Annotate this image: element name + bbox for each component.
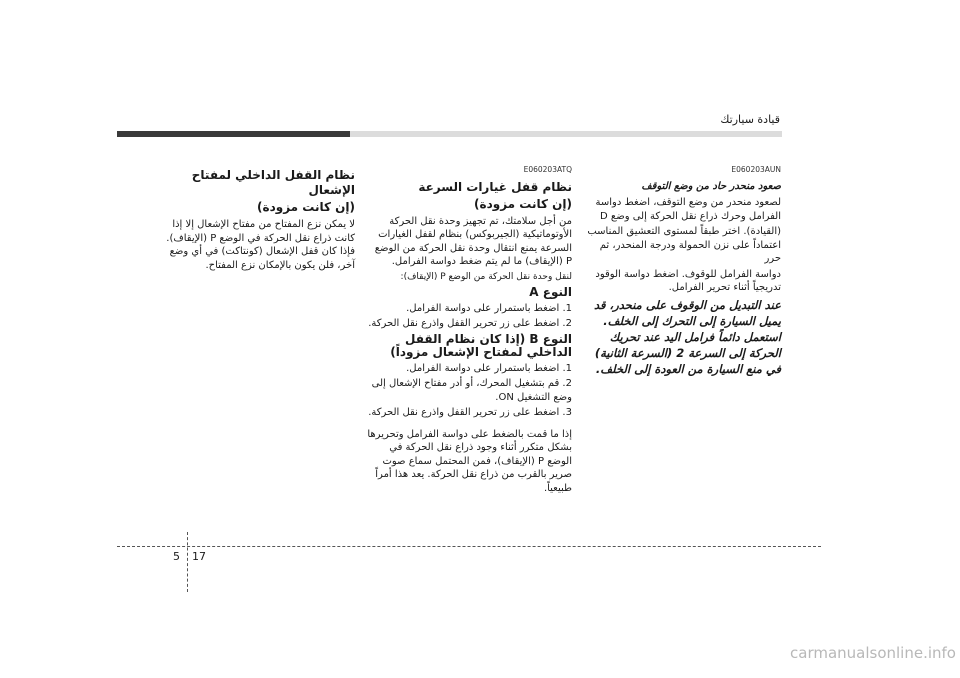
type-b-heading: النوع B (إذا كان نظام القفل الداخلي لمفتاح الإشعال مزوداً) — [390, 331, 572, 359]
page-number: 17 — [192, 550, 206, 563]
list-item: 1. اضغط باستمرار على دواسة الفرامل. — [406, 362, 572, 374]
footer-vertical-divider — [187, 532, 188, 592]
paragraph: دواسة الفرامل للوقوف. اضغط دواسة الوقود تدريجياً أثناء تحرير الفرامل. — [595, 268, 781, 293]
chapter-number: 5 — [173, 550, 180, 563]
paragraph: لا يمكن نزع المفتاح من مفتاح الإشعال إلا إذا كانت ذراع نقل الحركة في الوضع P (الإيقاف). فإذا كان قفل الإشعال (كونتاكت) في أي وضع آخر، فلن يكون بالإمكان نزع المفتاح. — [166, 219, 355, 271]
header-title: قيادة سيارتك — [720, 113, 780, 126]
type-a-heading: النوع A — [529, 285, 572, 299]
section-subheading: (إن كانت مزودة) — [257, 200, 355, 214]
section-heading: نظام القفل الداخلي لمفتاح الإشعال — [191, 168, 355, 197]
section-heading: صعود منحدر حاد من وضع التوقف — [641, 180, 781, 192]
list-item: 3. اضغط على زر تحرير القفل واذرع نقل الحركة. — [368, 407, 572, 418]
paragraph: (القيادة). اختر طبقاً لمستوى التعشيق المناسب اعتماداً على نزن الحمولة ودرجة المنحدر، ثم حرر — [587, 226, 781, 264]
column-right — [583, 163, 781, 377]
column-middle — [367, 163, 572, 497]
list-item: 2. قم بتشغيل المحرك، أو أدر مفتاح الإشعال إلى وضع التشغيل ON. — [371, 378, 572, 403]
header-bar-accent — [117, 131, 350, 137]
paragraph: لصعود منحدر من وضع التوقف، اضغط دواسة الفرامل وحرك ذراع نقل الحركة إلى وضع D — [595, 197, 781, 222]
note: لنقل وحدة نقل الحركة من الوضع P (الإيقاف): — [400, 271, 572, 282]
list-item: 2. اضغط على زر تحرير القفل واذرع نقل الحركة. — [368, 318, 572, 329]
watermark: carmanualsonline.info — [790, 644, 956, 662]
section-subheading: (إن كانت مزودة) — [474, 196, 572, 211]
warning-text: عند التبديل من الوقوف على منحدر، قد يميل السيارة إلى التحرك إلى الخلف. استعمل دائماً فرامل اليد عند تحريك الحركة إلى السرعة 2 (السرعة الثانية) في منع السيارة من العودة إلى الخلف. — [593, 297, 781, 376]
footer-divider — [117, 546, 821, 547]
paragraph: من أجل سلامتك، تم تجهيز وحدة نقل الحركة الأوتوماتيكية (الجيربوكس) بنظام لقفل الغيارات السرعة يمنع انتقال وحدة نقل الحركة من الوضع P (الإيقاف) ما لم يتم ضغط دواسة الفرامل. — [374, 215, 572, 267]
section-heading: نظام قفل غيارات السرعة — [418, 179, 572, 194]
section-code: E060203AUN — [731, 165, 781, 174]
section-code: E060203ATQ — [523, 165, 572, 174]
paragraph: إذا ما قمت بالضغط على دواسة الفرامل وتحريرها بشكل متكرر أثناء وجود ذراع نقل الحركة في الوضع P (الإيقاف)، فمن المحتمل سماع صوت صرير بالقرب من ذراع نقل الحركة. يعد هذا أمراً طبيعياً. — [367, 428, 572, 494]
column-left — [150, 168, 355, 274]
list-item: 1. اضغط باستمرار على دواسة الفرامل. — [406, 302, 572, 314]
